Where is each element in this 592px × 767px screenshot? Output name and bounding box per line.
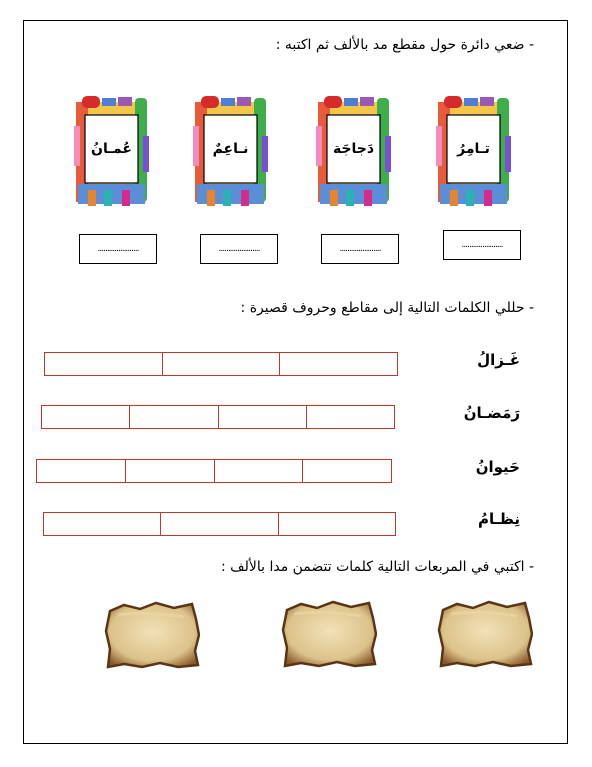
answer-placeholder: ...................... [218,244,260,254]
write-instruction: - اكتبي في المربعات التالية كلمات تتضمن مدا بالألف : [220,559,534,575]
segment-cell[interactable] [278,513,395,535]
word-label-4: نِظـامُ [478,510,520,528]
segment-cell[interactable] [160,513,277,535]
answer-placeholder: ...................... [339,244,381,254]
segment-bar-4[interactable] [43,512,396,536]
segment-cell[interactable] [125,460,214,482]
picture-frame-2 [316,96,391,208]
segment-bar-1[interactable] [44,352,398,376]
segment-bar-3[interactable] [36,459,392,483]
parchment-icon [437,600,533,668]
segment-cell[interactable] [279,353,397,375]
parchment-box-1[interactable] [437,600,533,668]
frame-word: عُمـانُ [91,141,132,157]
segment-cell[interactable] [306,406,394,428]
word-label-1: غَـزالُ [477,351,520,369]
parchment-box-3[interactable] [104,601,200,669]
analyze-instruction: - حللي الكلمات التالية إلى مقاطع وحروف قصيرة : [240,300,534,316]
segment-cell[interactable] [218,406,306,428]
answer-placeholder: ...................... [461,240,503,250]
frame-word: دَجاجَة [332,141,375,157]
word-label-3: حَيوانُ [475,458,520,476]
parchment-icon [104,601,200,669]
parchment-icon [281,600,377,668]
answer-box-3[interactable] [200,234,278,264]
picture-frame-1 [436,96,511,208]
word-label-2: رَمَضـانُ [463,404,520,422]
answer-placeholder: ...................... [97,244,139,254]
segment-cell[interactable] [162,353,280,375]
segment-cell[interactable] [42,406,129,428]
frame-word: تـامِرُ [457,141,490,157]
segment-cell[interactable] [302,460,391,482]
picture-frame-4 [74,96,149,208]
segment-cell[interactable] [45,353,162,375]
picture-frame-3 [193,96,268,208]
frame-word: نـاعِمٌ [212,141,249,157]
answer-box-1[interactable] [443,230,521,260]
circle-instruction: - ضعي دائرة حول مقطع مد بالألف ثم اكتبه : [275,37,534,53]
segment-cell[interactable] [129,406,217,428]
answer-box-4[interactable] [79,234,157,264]
segment-cell[interactable] [44,513,160,535]
segment-cell[interactable] [37,460,125,482]
answer-box-2[interactable] [321,234,399,264]
segment-cell[interactable] [214,460,303,482]
parchment-box-2[interactable] [281,600,377,668]
segment-bar-2[interactable] [41,405,395,429]
